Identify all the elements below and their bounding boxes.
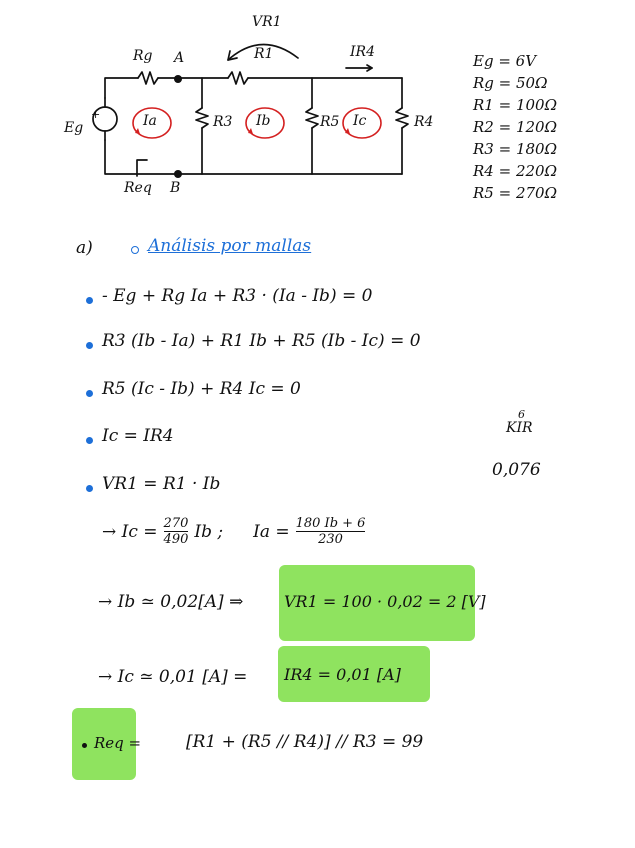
given-eg: Eg = 6V bbox=[473, 52, 537, 70]
vr1-result: VR1 = 100 · 0,02 = 2 [V] bbox=[284, 592, 486, 611]
section-title-bullet bbox=[131, 246, 139, 254]
req-expression: [R1 + (R5 // R4)] // R3 = 99 bbox=[186, 732, 424, 752]
eq3-bullet bbox=[86, 390, 93, 397]
equation-3: R5 (Ic - Ib) + R4 Ic = 0 bbox=[102, 379, 301, 399]
ic-numerator: 270 bbox=[163, 516, 189, 531]
ia-denominator: 230 bbox=[318, 532, 343, 547]
r4-resistor bbox=[396, 108, 408, 128]
ib-line: → Ib ≃ 0,02[A] ⇒ bbox=[98, 592, 244, 612]
r1-label: R1 bbox=[254, 46, 274, 62]
rg-label: Rg bbox=[133, 48, 153, 64]
r5-label: R5 bbox=[320, 114, 340, 130]
r3-label: R3 bbox=[213, 114, 233, 130]
given-values bbox=[473, 50, 557, 204]
mesh-b-label: Ib bbox=[256, 113, 271, 129]
equation-1: - Eg + Rg Ia + R3 · (Ia - Ib) = 0 bbox=[102, 286, 373, 306]
node-a-label: A bbox=[174, 50, 185, 66]
mesh-c-label: Ic bbox=[353, 113, 367, 129]
given-r3: R3 = 180Ω bbox=[473, 140, 558, 158]
given-r1: R1 = 100Ω bbox=[473, 96, 558, 114]
top-wire bbox=[105, 78, 138, 98]
given-r2: R2 = 120Ω bbox=[473, 118, 558, 136]
eg-label: Eg bbox=[64, 120, 84, 136]
side-value: 0,076 bbox=[492, 460, 541, 480]
ic-fraction bbox=[164, 516, 189, 547]
eq1-bullet bbox=[86, 297, 93, 304]
equation-4: Ic = IR4 bbox=[102, 426, 174, 446]
kir-mark: 6 bbox=[518, 408, 525, 421]
vr1-label: VR1 bbox=[252, 14, 282, 30]
ic-line: → Ic ≃ 0,01 [A] = bbox=[98, 667, 248, 687]
r3-resistor bbox=[196, 108, 208, 128]
mesh-a-label: Ia bbox=[143, 113, 157, 129]
section-title: Análisis por mallas bbox=[148, 236, 312, 256]
kir-note: KIR bbox=[506, 420, 533, 436]
equation-5: VR1 = R1 · Ib bbox=[102, 474, 221, 494]
ic-suffix: Ib ; bbox=[194, 521, 224, 542]
source-plus: + bbox=[91, 108, 101, 121]
node-b-label: B bbox=[170, 180, 181, 196]
ia-numerator: 180 Ib + 6 bbox=[295, 516, 366, 531]
ir4-result: IR4 = 0,01 [A] bbox=[284, 665, 401, 684]
equation-2: R3 (Ib - Ia) + R1 Ib + R5 (Ib - Ic) = 0 bbox=[102, 331, 421, 351]
ic-denominator: 490 bbox=[163, 532, 189, 547]
r5-resistor bbox=[306, 108, 318, 128]
ia-fraction bbox=[296, 516, 366, 547]
req-label: Req bbox=[124, 180, 152, 196]
ia-prefix: Ia = bbox=[253, 521, 290, 542]
given-r4: R4 = 220Ω bbox=[473, 162, 558, 180]
rg-resistor bbox=[138, 72, 158, 84]
node-a-dot bbox=[174, 75, 182, 83]
given-r5: R5 = 270Ω bbox=[473, 184, 558, 202]
ir4-label: IR4 bbox=[350, 44, 375, 60]
section-label: a) bbox=[76, 238, 93, 258]
req-bullet bbox=[82, 743, 87, 748]
ic-prefix: → Ic = bbox=[102, 521, 158, 542]
r4-label: R4 bbox=[414, 114, 434, 130]
eq4-bullet bbox=[86, 437, 93, 444]
given-rg: Rg = 50Ω bbox=[473, 74, 548, 92]
req-result-label: Req = bbox=[94, 734, 142, 752]
r1-resistor bbox=[228, 72, 248, 84]
ic-ia-line bbox=[102, 516, 365, 547]
eq2-bullet bbox=[86, 342, 93, 349]
bottom-wire bbox=[105, 140, 402, 174]
eq5-bullet bbox=[86, 485, 93, 492]
node-b-dot bbox=[174, 170, 182, 178]
